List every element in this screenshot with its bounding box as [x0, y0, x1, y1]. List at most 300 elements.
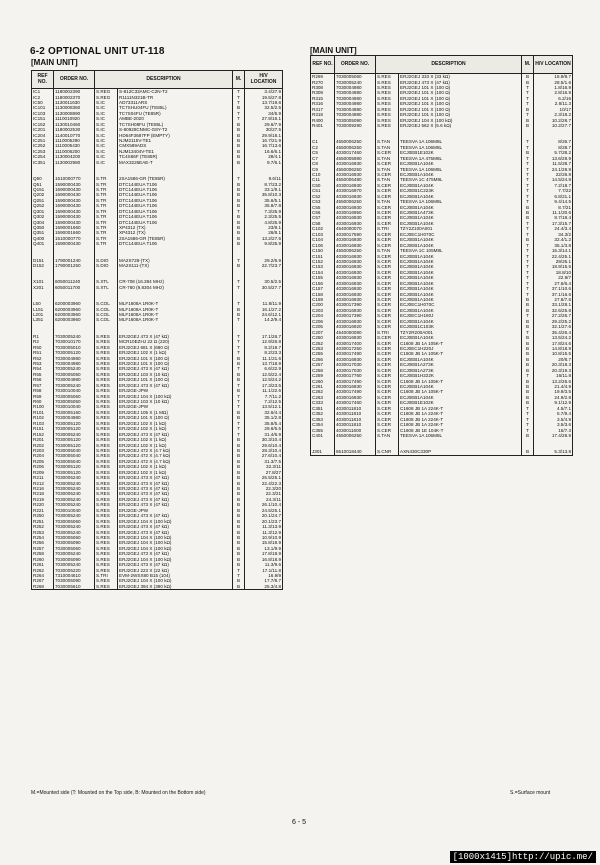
- description-cell: C1608 JB 1A 105K-T: [399, 379, 522, 384]
- location-cell: 32.3/11: [245, 464, 283, 469]
- order-cell: 1110006200: [54, 149, 95, 154]
- type-cell: S.RES: [95, 568, 118, 573]
- order-cell: 6200003960: [54, 301, 95, 306]
- description-cell: MLF1608A 1R0K-T: [118, 301, 233, 306]
- type-cell: S.RES: [95, 334, 118, 339]
- order-cell: 7030005090: [54, 540, 95, 545]
- location-cell: 7.7/22: [534, 188, 573, 193]
- ref-cell: C150: [311, 248, 335, 253]
- location-cell: 29.2/6.9: [245, 258, 283, 263]
- mounted-cell: T: [233, 421, 245, 426]
- type-cell: S.CER: [376, 194, 399, 199]
- ref-cell: IC1: [32, 89, 54, 95]
- ref-cell: C152: [311, 259, 335, 264]
- location-cell: 16.8/18.9: [245, 557, 283, 562]
- ref-cell: R261: [32, 562, 54, 567]
- mounted-cell: B: [233, 524, 245, 529]
- description-cell: ERJ2GEJ 101 X (100 Ω): [399, 96, 522, 101]
- location-cell: 20.1/23.7: [245, 519, 283, 524]
- mounted-cell: B: [522, 368, 534, 373]
- order-cell: 4540000070: [335, 226, 376, 231]
- order-cell: 4030011810: [335, 417, 376, 422]
- mounted-cell: T: [522, 226, 534, 231]
- type-cell: S.TR: [95, 220, 118, 225]
- mounted-cell: T: [522, 275, 534, 280]
- type-cell: S.COL: [95, 317, 118, 322]
- page-title: 6-2 OPTIONAL UNIT UT-118: [30, 46, 165, 57]
- surface-mount-legend: S.=Surface mount: [510, 790, 551, 796]
- type-cell: S.TAN: [376, 433, 399, 438]
- ref-cell: R205: [32, 459, 54, 464]
- order-cell: 1130004200: [54, 154, 95, 159]
- description-cell: MLF1608A 1R0K-T: [118, 317, 233, 322]
- mounted-cell: B: [233, 481, 245, 486]
- type-cell: S.RES: [95, 421, 118, 426]
- ref-cell: Q400: [32, 236, 54, 241]
- description-cell: ECJ0EB1A104K: [399, 243, 522, 248]
- description-cell: C1608 JB 1A 105K-T: [399, 389, 522, 394]
- mounted-cell: B: [233, 551, 245, 556]
- type-cell: S.RES: [376, 101, 399, 106]
- ref-cell: C151: [311, 253, 335, 258]
- type-cell: S.RES: [95, 535, 118, 540]
- description-cell: ECJ0EB1C103K: [399, 324, 522, 329]
- order-cell: 4030016950: [335, 210, 376, 215]
- ref-cell: C257: [311, 362, 335, 367]
- type-cell: S.RES: [95, 519, 118, 524]
- description-cell: ECJ0EB1A104K: [399, 183, 522, 188]
- description-cell: ERJ2GEJ 681 X (680 Ω): [118, 345, 233, 350]
- order-cell: 4550006250: [335, 166, 376, 171]
- order-cell: 1130002980: [54, 160, 95, 165]
- mounted-cell: B: [233, 535, 245, 540]
- type-cell: S.RES: [95, 361, 118, 366]
- order-cell: 7030005120: [54, 442, 95, 447]
- order-cell: 7030005240: [54, 502, 95, 507]
- type-cell: S.RES: [95, 355, 118, 360]
- order-cell: 4550006250: [335, 433, 376, 438]
- location-cell: 31.3/7.5: [245, 459, 283, 464]
- order-cell: 7030005240: [54, 486, 95, 491]
- mounted-cell: T: [233, 279, 245, 284]
- type-cell: S.RES: [95, 481, 118, 486]
- order-cell: 1590001660: [54, 230, 95, 235]
- order-cell: 7030005240: [54, 383, 95, 388]
- mounted-cell: B: [233, 361, 245, 366]
- mounted-cell: T: [233, 94, 245, 99]
- description-cell: C1608 JB 1A 224K-T: [399, 417, 522, 422]
- mounted-cell: B: [233, 236, 245, 241]
- description-cell: TEESVA 1A 106M8L: [399, 139, 522, 144]
- type-cell: S.RES: [95, 540, 118, 545]
- ref-cell: R202: [32, 442, 54, 447]
- order-cell: 7030005010: [54, 345, 95, 350]
- mounted-cell: T: [522, 221, 534, 226]
- description-cell: ECJ0EB1A104K: [399, 308, 522, 313]
- type-cell: S.TAN: [376, 156, 399, 161]
- type-cell: S.RES: [95, 404, 118, 409]
- mounted-cell: T: [233, 568, 245, 573]
- order-cell: 7030005240: [54, 529, 95, 534]
- mounted-cell: T: [522, 373, 534, 378]
- ref-cell: D151: [32, 258, 54, 263]
- ref-cell: R102: [32, 415, 54, 420]
- description-cell: MA2S111-(TX): [118, 263, 233, 268]
- location-cell: 27.8/27: [245, 470, 283, 475]
- location-cell: 16/11.8: [534, 373, 573, 378]
- order-cell: 7030005120: [54, 437, 95, 442]
- location-cell: 25.5/25.1: [245, 475, 283, 480]
- description-cell: ERJ2GEJ 104 X (100 kΩ): [118, 394, 233, 399]
- order-cell: 4030016930: [335, 335, 376, 340]
- order-cell: 4030011810: [335, 422, 376, 427]
- type-cell: S.CER: [376, 384, 399, 389]
- mounted-cell: T: [522, 90, 534, 95]
- description-cell: MLF1608A 1R0K-T: [118, 312, 233, 317]
- description-cell: C1608 JB 1A 224K-T: [399, 411, 522, 416]
- ref-cell: IC253: [32, 149, 54, 154]
- type-cell: S.COL: [95, 307, 118, 312]
- mounted-cell: T: [522, 166, 534, 171]
- ref-cell: R401: [311, 123, 335, 128]
- ref-cell: Q252: [32, 203, 54, 208]
- type-cell: S.CER: [376, 150, 399, 155]
- description-cell: ECJ0EB1A104K: [399, 194, 522, 199]
- ref-cell: C10: [311, 172, 335, 177]
- order-cell: 4030017490: [335, 389, 376, 394]
- type-cell: S.TR: [95, 230, 118, 235]
- order-cell: 7030005040: [54, 453, 95, 458]
- mounted-cell: T: [522, 156, 534, 161]
- type-cell: S.TAN: [376, 248, 399, 253]
- order-cell: 6510018440: [335, 449, 376, 455]
- description-cell: ERJ2GEJ 102 X (1 kΩ): [118, 470, 233, 475]
- mounted-cell: B: [233, 214, 245, 219]
- mounted-cell: T: [233, 383, 245, 388]
- ref-cell: C9: [311, 166, 335, 171]
- mounted-cell: B: [233, 133, 245, 138]
- mounted-cell: B: [233, 154, 245, 159]
- mounted-cell: B: [233, 377, 245, 382]
- location-cell: 35.8/5.4: [245, 421, 283, 426]
- type-cell: S.CER: [376, 362, 399, 367]
- type-cell: S.RES: [95, 410, 118, 415]
- ref-cell: L201: [32, 312, 54, 317]
- location-cell: 13.7/19.6: [245, 100, 283, 105]
- ref-cell: C354: [311, 422, 335, 427]
- description-cell: ERJ2GEJ 104 X (100 kΩ): [118, 557, 233, 562]
- type-cell: S.RES: [95, 442, 118, 447]
- location-cell: 16.9/9: [245, 573, 283, 578]
- location-cell: 17.8/18.9: [245, 551, 283, 556]
- order-cell: 1130011630: [54, 100, 95, 105]
- mounted-cell: B: [233, 437, 245, 442]
- description-cell: ERJ2GEJ 102 X (1 kΩ): [118, 437, 233, 442]
- order-cell: 7030005240: [335, 79, 376, 84]
- location-cell: 3.5/4.9: [534, 417, 573, 422]
- order-cell: 4030011600: [335, 427, 376, 432]
- mounted-cell: T: [233, 301, 245, 306]
- location-cell: 25.3/4.8: [245, 584, 283, 590]
- type-cell: S.RES: [376, 118, 399, 123]
- binding-edge-shadow: [4, 300, 16, 720]
- mounted-cell: B: [233, 198, 245, 203]
- mounted-cell: B: [233, 459, 245, 464]
- mounted-cell: T: [233, 394, 245, 399]
- ref-cell: C52: [311, 194, 335, 199]
- description-cell: TC7SHU04FU (TE85L): [118, 105, 233, 110]
- ref-cell: C255: [311, 351, 335, 356]
- description-cell: DTC144EUA T106: [118, 192, 233, 197]
- description-cell: ECJ0EC1H070C: [399, 302, 522, 307]
- mounted-cell: B: [233, 540, 245, 545]
- ref-cell: C51: [311, 188, 335, 193]
- ref-cell: C2: [311, 145, 335, 150]
- order-cell: 4030016930: [335, 237, 376, 242]
- ref-cell: R53: [32, 361, 54, 366]
- mounted-cell: T: [522, 427, 534, 432]
- mounted-side-legend: M.=Mounted side (T: Mounted on the Top side, B: Mounted on the Bottom side): [31, 790, 206, 796]
- ref-cell: C262: [311, 389, 335, 394]
- description-cell: ERJ2GE-JPW: [118, 508, 233, 513]
- ref-cell: C259: [311, 373, 335, 378]
- description-cell: ECJ0EB1A104K: [399, 281, 522, 286]
- ref-cell: C7: [311, 156, 335, 161]
- type-cell: S.TR: [95, 187, 118, 192]
- description-cell: MAX3226EAE-T: [118, 160, 233, 165]
- ref-cell: R269: [311, 74, 335, 80]
- location-cell: 33.1/28.1: [534, 302, 573, 307]
- location-cell: 20.3/18.3: [534, 362, 573, 367]
- image-host-watermark: [1000x1415]http://upic.me/: [450, 851, 596, 863]
- order-cell: 4540000080: [335, 330, 376, 335]
- description-cell: ERJ2GEJ 394 X (390 kΩ): [118, 584, 233, 590]
- type-cell: S.TR: [95, 192, 118, 197]
- type-cell: S.RES: [95, 426, 118, 431]
- ref-cell: R212: [32, 481, 54, 486]
- type-cell: S.CER: [376, 357, 399, 362]
- description-cell: TEESVA 1A 475M8L: [399, 156, 522, 161]
- description-cell: ERJ2GEJ 101 X (100 Ω): [399, 107, 522, 112]
- ref-cell: R317: [311, 107, 335, 112]
- description-cell: TC7SH08FU (TE85L): [118, 122, 233, 127]
- location-cell: 12.9/26.8: [245, 339, 283, 344]
- ref-cell: R55: [32, 372, 54, 377]
- type-cell: S.CER: [376, 259, 399, 264]
- description-cell: ERJ2GEJ 101 X (100 Ω): [399, 101, 522, 106]
- ref-cell: C355: [311, 427, 335, 432]
- location-cell: 11.3/9.6: [245, 562, 283, 567]
- type-cell: S.CER: [376, 205, 399, 210]
- type-cell: S.TR: [95, 203, 118, 208]
- ref-cell: R151: [32, 426, 54, 431]
- mounted-cell: T: [522, 161, 534, 166]
- order-cell: 7030010040: [54, 388, 95, 393]
- location-cell: 6.2/16: [534, 96, 573, 101]
- location-cell: 24.9/2.8: [534, 395, 573, 400]
- location-cell: 4.8/25.9: [245, 220, 283, 225]
- order-cell: 1130008890: [54, 111, 95, 116]
- description-cell: ERJ2GEJ 102 X (1 kΩ): [118, 464, 233, 469]
- type-cell: S.CER: [376, 324, 399, 329]
- ref-cell: C353: [311, 417, 335, 422]
- mounted-cell: B: [233, 442, 245, 447]
- location-cell: 8.2/19.7: [245, 345, 283, 350]
- description-cell: ERJ2GEJ 104 X (100 kΩ): [118, 540, 233, 545]
- location-cell: 30.3/10.4: [245, 437, 283, 442]
- page-number: 6 - 5: [292, 819, 307, 826]
- type-cell: S.TAN: [376, 199, 399, 204]
- ref-cell: R52: [32, 355, 54, 360]
- ref-cell: C263: [311, 395, 335, 400]
- description-cell: ECJ0EB1A104K: [399, 292, 522, 297]
- ref-cell: C57: [311, 215, 335, 220]
- ref-cell: C351: [311, 406, 335, 411]
- location-cell: 13.1/9.9: [245, 546, 283, 551]
- type-cell: S.CER: [376, 286, 399, 291]
- type-cell: S.TRI: [95, 573, 118, 578]
- description-cell: TZY2Z100A001: [399, 226, 522, 231]
- location-cell: 5.7/28.2: [534, 150, 573, 155]
- ref-cell: C154: [311, 270, 335, 275]
- type-cell: S.CER: [376, 411, 399, 416]
- ref-cell: R250: [32, 513, 54, 518]
- type-cell: S.CER: [376, 302, 399, 307]
- type-cell: S.RES: [95, 584, 118, 590]
- location-cell: 13.2/27.5: [245, 236, 283, 241]
- location-cell: 8.2/23.3: [245, 350, 283, 355]
- type-cell: S.RES: [95, 399, 118, 404]
- order-cell: 4030016930: [335, 297, 376, 302]
- type-cell: S.CER: [376, 183, 399, 188]
- type-cell: S.CER: [376, 406, 399, 411]
- order-cell: 4030011810: [335, 411, 376, 416]
- order-cell: 4030017490: [335, 379, 376, 384]
- order-cell: 7030005090: [54, 557, 95, 562]
- ref-cell: C252: [311, 340, 335, 345]
- description-cell: XP4312 (TX): [118, 225, 233, 230]
- order-cell: 7030005060: [54, 546, 95, 551]
- order-cell: 4550006250: [335, 139, 376, 144]
- ref-cell: C333: [311, 400, 335, 405]
- location-cell: 2.8/16.9: [534, 90, 573, 95]
- description-cell: AXN430C330P: [399, 449, 522, 455]
- ref-cell: R257: [32, 546, 54, 551]
- description-cell: DTC144EUA T106: [118, 181, 233, 186]
- location-cell: 10/17: [534, 107, 573, 112]
- location-cell: 1.8/16.9: [534, 85, 573, 90]
- description-cell: ERJ2GEJ 473 X (47 kΩ): [399, 79, 522, 84]
- type-cell: S.RES: [95, 578, 118, 583]
- ref-cell: L50: [32, 301, 54, 306]
- ref-cell: C156: [311, 281, 335, 286]
- description-cell: ECJ0EB1A104K: [399, 161, 522, 166]
- location-cell: 2.3/18.2: [534, 112, 573, 117]
- mounted-cell: T: [233, 209, 245, 214]
- location-cell: 24.4/3.4: [534, 226, 573, 231]
- mounted-cell: T: [522, 183, 534, 188]
- description-cell: AMBE-2020: [118, 116, 233, 121]
- type-cell: S.DIO: [95, 263, 118, 268]
- order-cell: 1110005290: [54, 138, 95, 143]
- location-cell: 35.8/10.3: [245, 192, 283, 197]
- order-cell: 4030017760: [335, 373, 376, 378]
- mounted-cell: T: [522, 292, 534, 297]
- location-cell: 2.8/11.3: [534, 101, 573, 106]
- mounted-cell: T: [522, 270, 534, 275]
- location-cell: 17.3/15.7: [534, 221, 573, 226]
- order-cell: 1790001250: [54, 263, 95, 268]
- description-cell: ECJ0EB1A273K: [399, 368, 522, 373]
- order-cell: 4030016930: [335, 253, 376, 258]
- description-cell: CMX589ADS: [118, 143, 233, 148]
- type-cell: S.TR: [95, 214, 118, 219]
- type-cell: S.TRI: [376, 226, 399, 231]
- description-cell: TEESVA 1A 106M8L: [399, 166, 522, 171]
- mounted-cell: B: [522, 346, 534, 351]
- location-cell: 31.4/6.9: [245, 432, 283, 437]
- order-cell: 4550006250: [335, 248, 376, 253]
- order-cell: 4030016930: [335, 270, 376, 275]
- mounted-cell: T: [233, 404, 245, 409]
- location-cell: 32.6/4.4: [245, 410, 283, 415]
- order-cell: 4030017460: [335, 400, 376, 405]
- description-cell: ERJ2GEJ 473 X (47 kΩ): [118, 334, 233, 339]
- description-cell: ERJ2GEJ 472 X (4.7 kΩ): [118, 459, 233, 464]
- type-cell: S.CER: [376, 395, 399, 400]
- header-ref: REF NO.: [32, 71, 54, 89]
- ref-cell: X101: [32, 279, 54, 284]
- type-cell: S.RES: [95, 502, 118, 507]
- mounted-cell: B: [522, 210, 534, 215]
- header-order: ORDER NO.: [54, 71, 95, 89]
- order-cell: 4030016930: [335, 259, 376, 264]
- mounted-cell: B: [233, 448, 245, 453]
- description-cell: ERJ2GEJ 102 X (1 kΩ): [118, 442, 233, 447]
- ref-cell: X201: [32, 285, 54, 290]
- ref-cell: R103: [32, 421, 54, 426]
- mounted-cell: T: [522, 96, 534, 101]
- type-cell: S.RES: [95, 508, 118, 513]
- location-cell: 35.8/7.8: [245, 203, 283, 208]
- description-cell: ECJ0EB1A104K: [399, 384, 522, 389]
- type-cell: S.RES: [376, 123, 399, 128]
- mounted-cell: B: [233, 475, 245, 480]
- order-cell: 7030005060: [54, 394, 95, 399]
- order-cell: 1130010460: [54, 122, 95, 127]
- type-cell: S.CER: [376, 422, 399, 427]
- description-cell: ECJ0EB1A104K: [399, 205, 522, 210]
- location-cell: 29/25.1: [534, 259, 573, 264]
- ref-cell: C58: [311, 221, 335, 226]
- order-cell: 7030005240: [54, 481, 95, 486]
- ref-cell: IC201: [32, 127, 54, 132]
- order-cell: 4030017390: [335, 313, 376, 318]
- mounted-cell: B: [522, 340, 534, 345]
- description-cell: ERJ2GEJ 473 X (47 kΩ): [118, 383, 233, 388]
- type-cell: S.RES: [95, 497, 118, 502]
- location-cell: 17.1/11.8: [245, 568, 283, 573]
- location-cell: 8/28.7: [534, 145, 573, 150]
- type-cell: S.CER: [376, 264, 399, 269]
- mounted-cell: B: [522, 297, 534, 302]
- mounted-cell: B: [522, 351, 534, 356]
- description-cell: ERJ2GEJ 102 X (1 kΩ): [118, 426, 233, 431]
- description-cell: TEESVA 1A 106M8L: [399, 433, 522, 438]
- description-cell: 2SA1586-GR (TE85R): [118, 236, 233, 241]
- order-cell: 7030004980: [335, 85, 376, 90]
- mounted-cell: B: [233, 464, 245, 469]
